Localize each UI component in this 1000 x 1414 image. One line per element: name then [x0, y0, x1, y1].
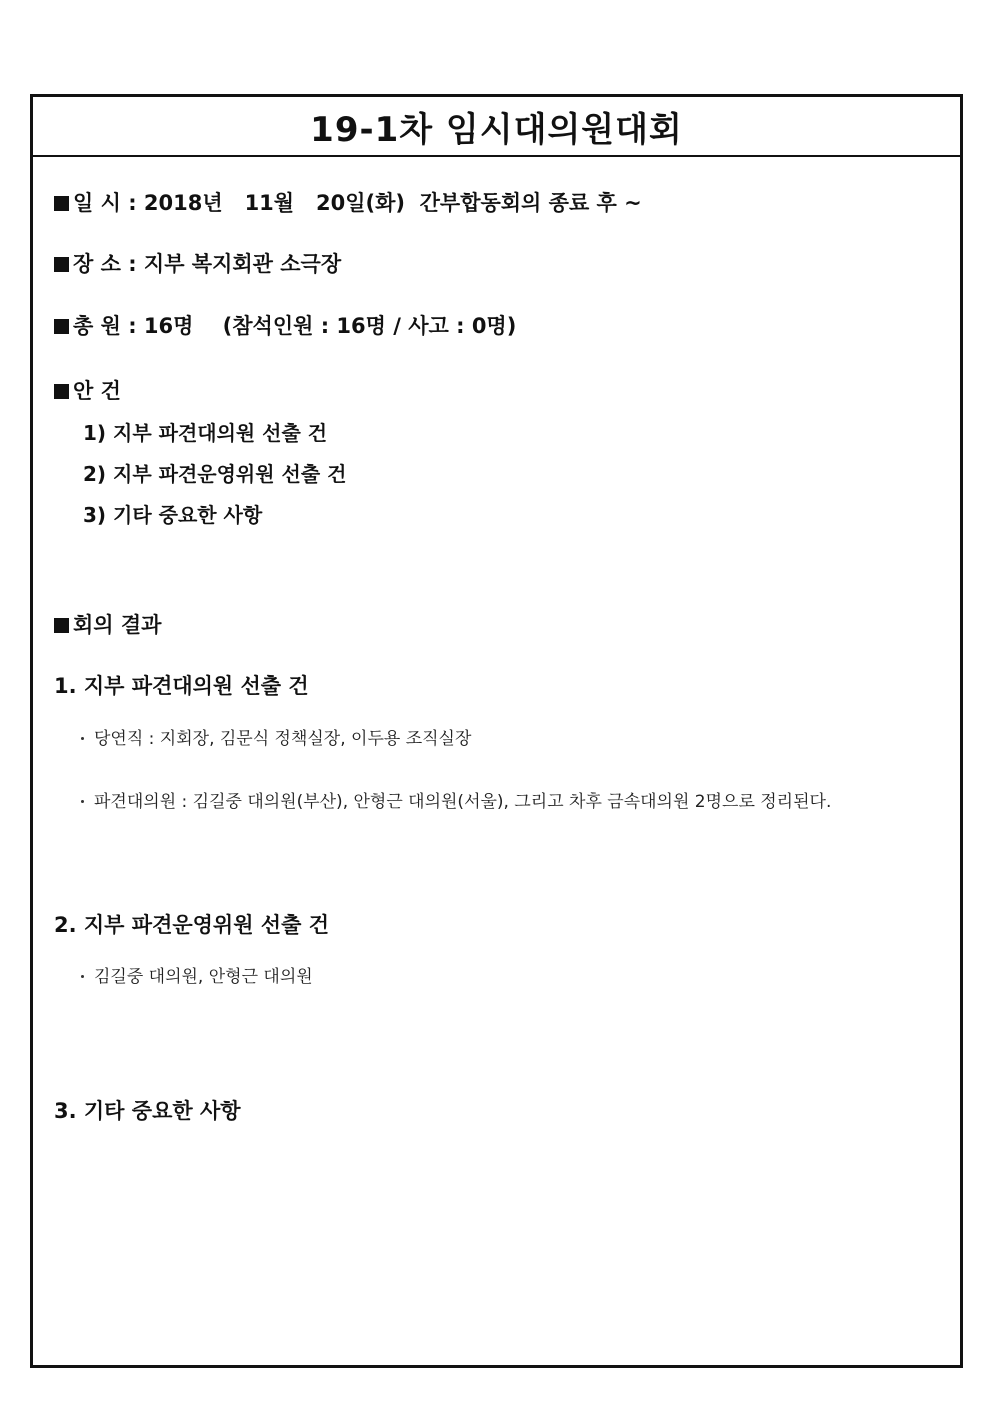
- agenda-label: 안 건: [73, 379, 121, 403]
- datetime-label: 일 시 :: [73, 191, 137, 215]
- document-title: 19-1차 임시대의원대회: [310, 109, 683, 150]
- dot-bullet-icon: [81, 800, 84, 803]
- agenda-item: 1) 지부 파견대의원 선출 건: [83, 421, 328, 445]
- results-row: [54, 609, 161, 639]
- members-value: 16명 (참석인원 : 16명 / 사고 : 0명): [143, 314, 517, 338]
- square-bullet-icon: [54, 618, 69, 633]
- detail-text: 파견대의원 : 김길중 대의원(부산), 안형근 대의원(서울), 그리고 차후 금속대의원 2명으로 정리된다.: [94, 792, 832, 812]
- title-bar: [33, 97, 960, 157]
- section-heading: 2. 지부 파견운영위원 선출 건: [54, 913, 329, 937]
- results-label: 회의 결과: [73, 613, 162, 637]
- dot-bullet-icon: [81, 975, 84, 978]
- agenda-item: 2) 지부 파견운영위원 선출 건: [83, 462, 347, 486]
- place-label: 장 소 :: [73, 252, 137, 276]
- square-bullet-icon: [54, 319, 69, 334]
- detail-text: 김길중 대의원, 안형근 대의원: [94, 967, 313, 987]
- square-bullet-icon: [54, 196, 69, 211]
- dot-bullet-icon: [81, 737, 84, 740]
- members-label: 총 원 :: [73, 314, 137, 338]
- datetime-row: [54, 187, 642, 217]
- section-detail: [81, 724, 471, 749]
- place-row: [54, 248, 341, 278]
- datetime-value: 2018년 11월 20일(화) 간부합동회의 종료 후 ~: [143, 191, 642, 215]
- section-detail: [81, 787, 831, 812]
- section-heading: 1. 지부 파견대의원 선출 건: [54, 674, 309, 698]
- members-row: [54, 310, 516, 340]
- place-value: 지부 복지회관 소극장: [143, 252, 342, 276]
- section-heading: 3. 기타 중요한 사항: [54, 1099, 241, 1123]
- square-bullet-icon: [54, 384, 69, 399]
- agenda-row: [54, 375, 121, 405]
- agenda-item: 3) 기타 중요한 사항: [83, 503, 263, 527]
- square-bullet-icon: [54, 257, 69, 272]
- detail-text: 당연직 : 지회장, 김문식 정책실장, 이두용 조직실장: [94, 729, 472, 749]
- section-detail: [81, 962, 313, 987]
- document-frame: [30, 94, 963, 1368]
